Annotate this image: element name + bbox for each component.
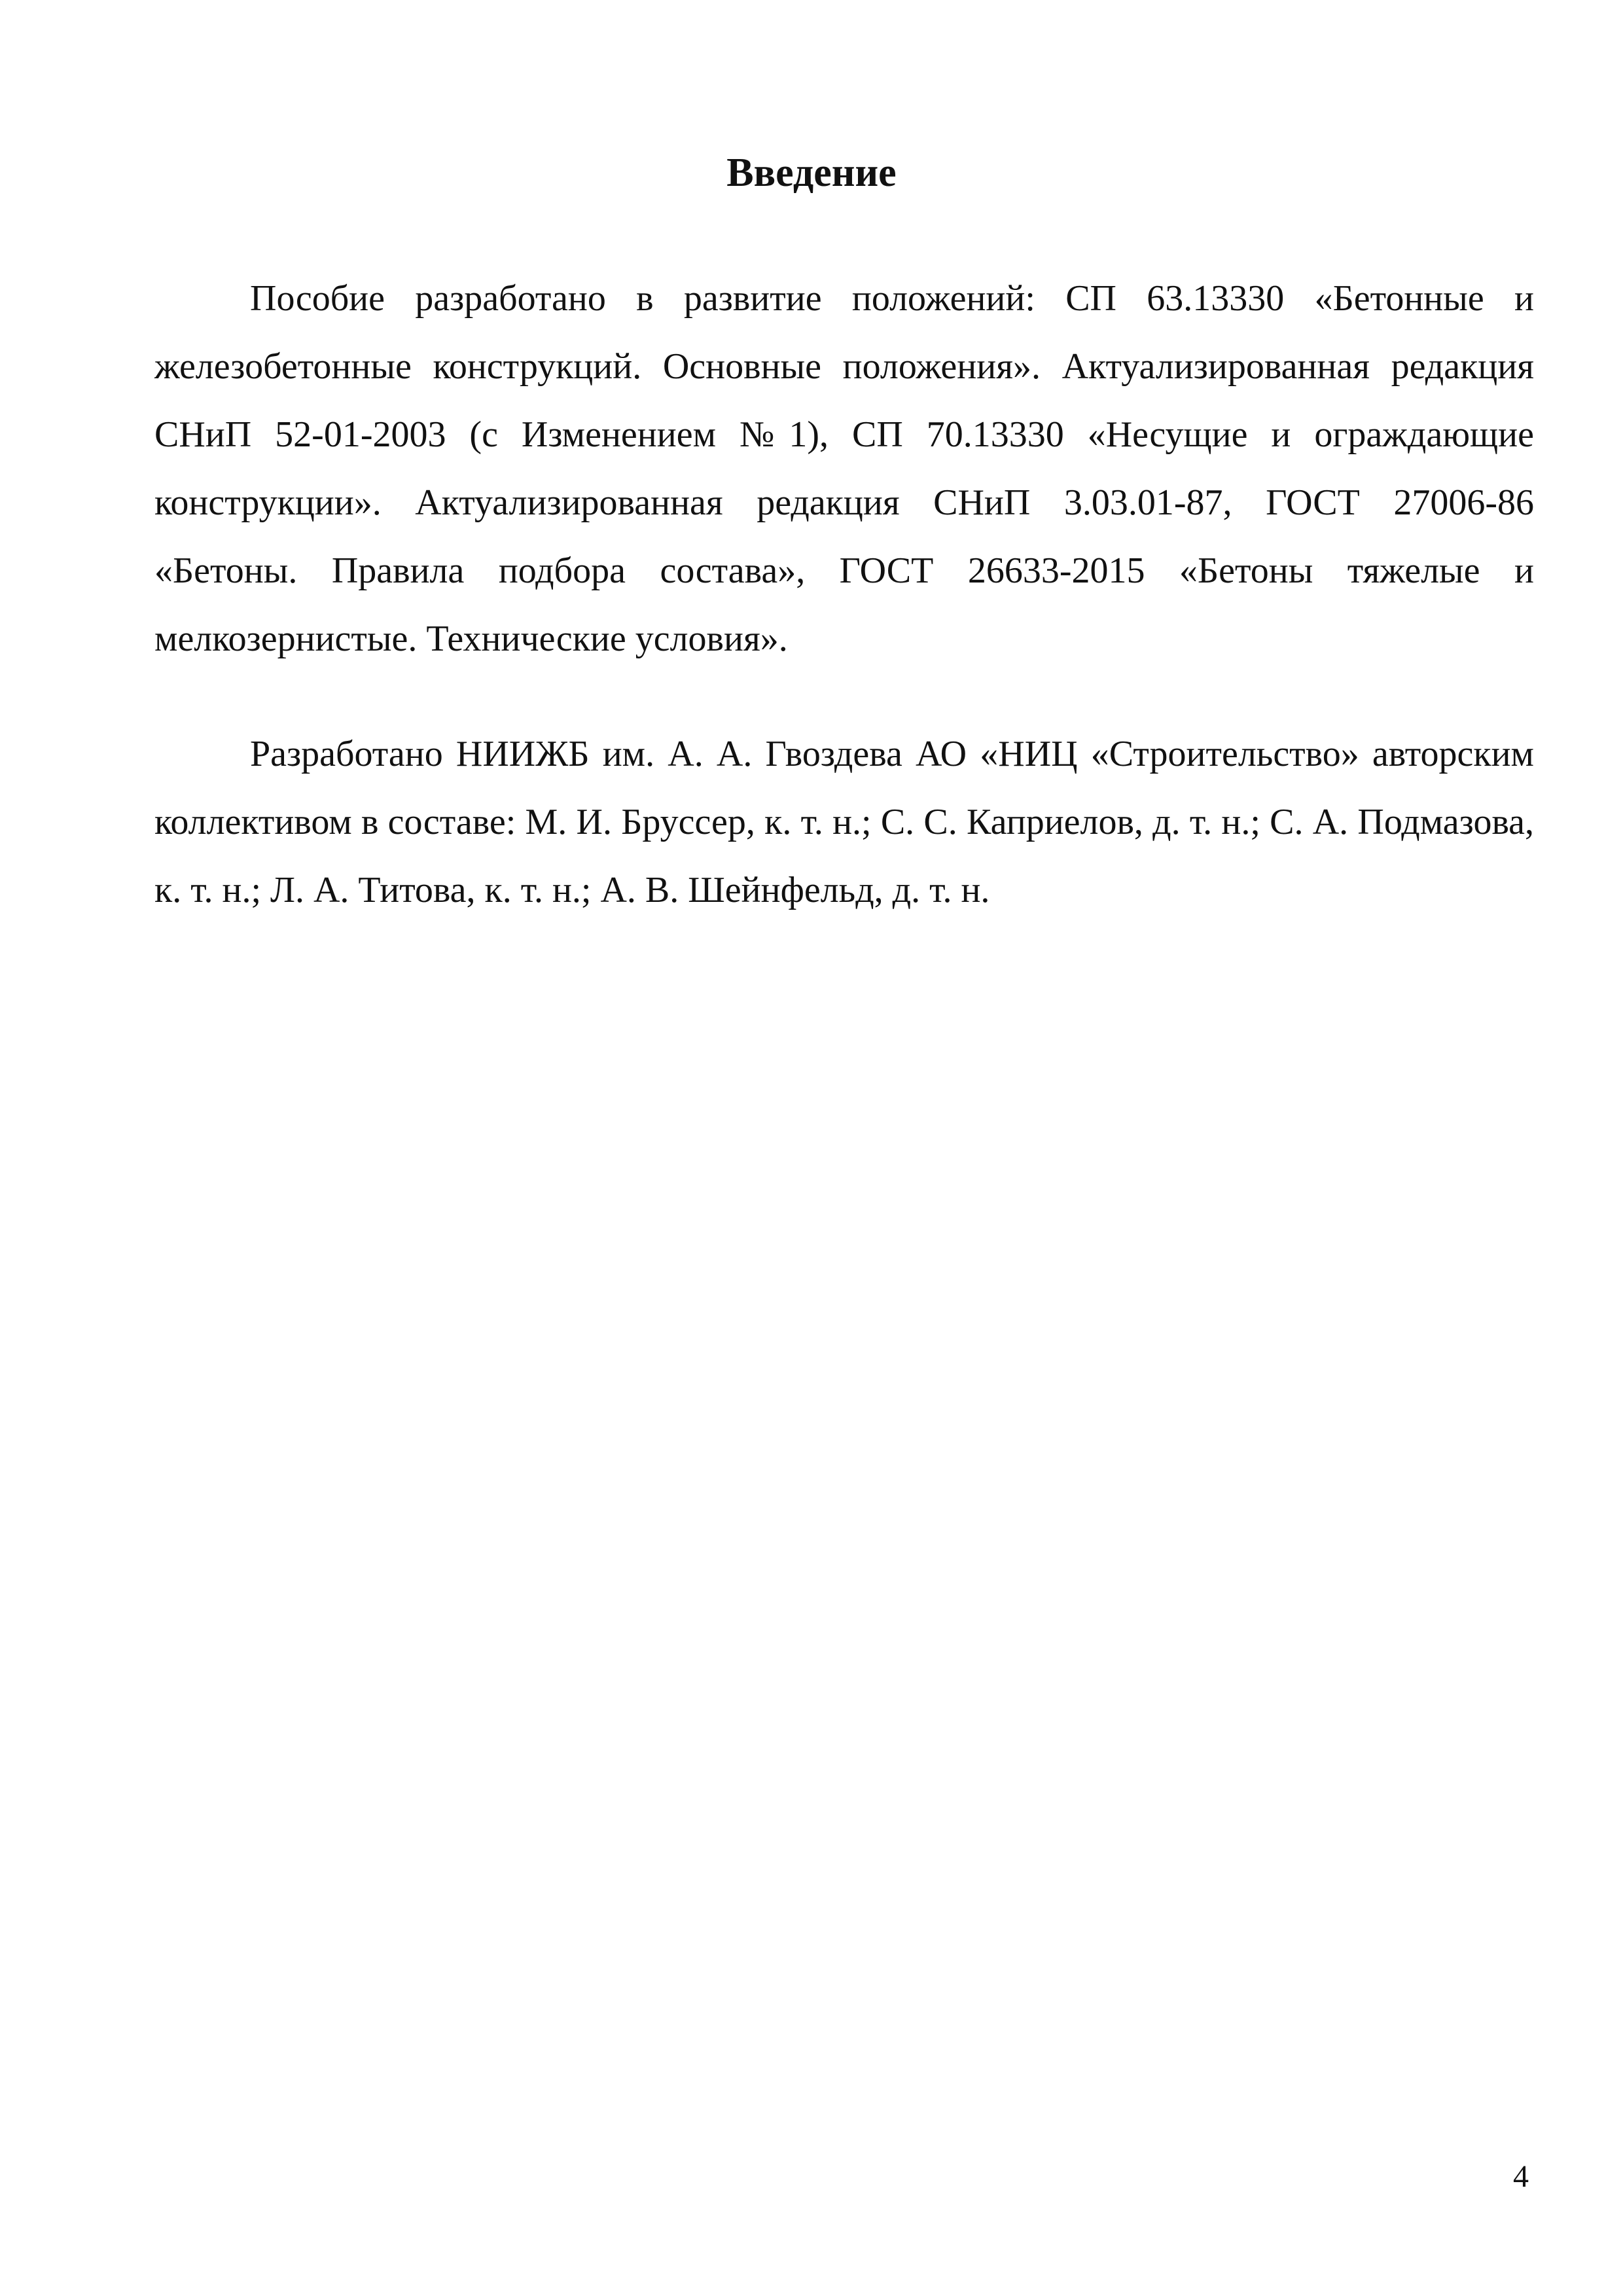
intro-paragraph: Пособие разработано в развитие положений: СП 63.13330 «Бетонные и железобетонные конструкций. Основные положения». Актуализированная редакция СНиП 52-01-2003 (с Изменением №1), СП 70.13330 «Несущие и ограждающие конструкции». Актуализированная редакция СНиП 3.03.01-87, ГОСТ 27006-86 «Бетоны. Правила подбора состава», ГОСТ 26633-2015 «Бетоны тяжелые и мелкозернистые. Технические условия». <box>154 278 1534 659</box>
page-number: 4 <box>1513 2159 1529 2194</box>
authors-paragraph: Разработано НИИЖБ им. А. А. Гвоздева АО «НИЦ «Строительство» авторским коллективом в составе: М. И. Бруссер, к. т. н.; С. С. Каприелов, д. т. н.; С. А. Подмазова, к. т. н.; Л. А. Титова, к. т. н.; А. В. Шейнфельд, д. т. н. <box>154 734 1534 910</box>
page-title: Введение <box>726 151 897 195</box>
